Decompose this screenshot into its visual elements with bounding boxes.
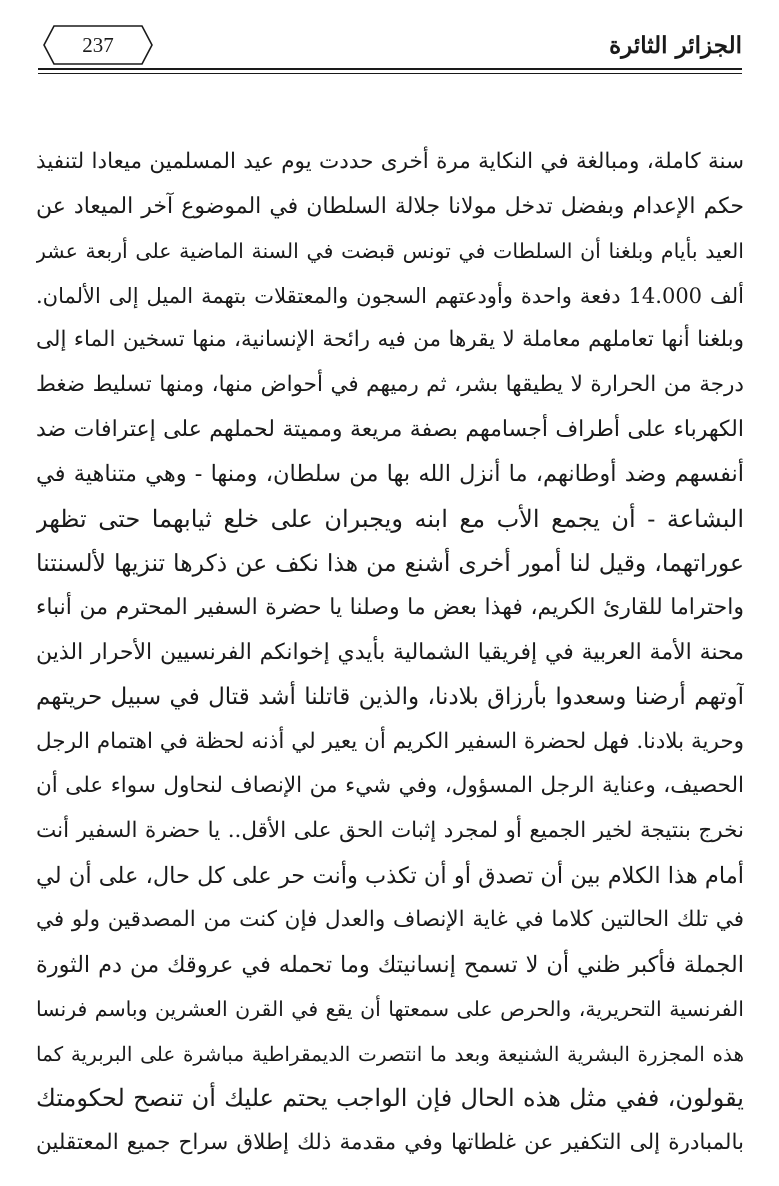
- text-line: حكم الإعدام وبفضل تدخل مولانا جلالة السلطان في الموضوع آخر الميعاد عن: [36, 193, 744, 219]
- text-line: آوتهم أرضنا وسعدوا بأرزاق بلادنا، والذين قاتلنا أشد قتال في سبيل حريتهم: [36, 684, 744, 711]
- text-line: البشاعة - أن يجمع الأب مع ابنه ويجبران على خلع ثيابهما حتى تظهر: [36, 504, 744, 533]
- text-line: الحصيف، وعناية الرجل المسؤول، وفي شيء من الإنصاف لنحاول سواء على أن: [36, 773, 744, 799]
- text-line: الفرنسية التحريرية، والحرص على سمعتها أن يقع في القرن العشرين وباسم فرنسا: [36, 997, 744, 1022]
- text-line: واحتراما للقارئ الكريم، فهذا بعض ما وصلنا يا حضرة السفير المحترم من أنباء: [36, 594, 744, 620]
- header-rule-thin: [38, 73, 742, 74]
- text-line: العيد بأيام وبلغنا أن السلطات في تونس قبضت في السنة الماضية على أربعة عشر: [36, 239, 744, 264]
- running-title: الجزائر الثائرة: [609, 32, 742, 59]
- text-line: نخرج بنتيجة لخير الجميع أو لمجرد إثبات الحق على الأقل.. يا حضرة السفير أنت: [36, 817, 744, 843]
- text-line: الكهرباء على أطراف أجسامهم بصفة مريعة ومميتة لحملهم على إعترافات ضد: [36, 416, 744, 442]
- text-line: يقولون، ففي مثل هذه الحال فإن الواجب يحتم عليك أن تنصح لحكومتك: [36, 1084, 744, 1113]
- text-line: بالمبادرة إلى التكفير عن غلطاتها وفي مقدمة ذلك إطلاق سراح جميع المعتقلين: [36, 1130, 744, 1156]
- text-line: عوراتهما، وقيل لنا أمور أخرى أشنع من هذا نكف عن ذكرها تنزيها لألسنتنا: [36, 549, 744, 578]
- page-number: 237: [82, 33, 114, 57]
- page-header: [38, 22, 742, 68]
- text-line: ألف 14.000 دفعة واحدة وأودعتهم السجون والمعتقلات بتهمة الميل إلى الألمان.: [36, 283, 744, 308]
- text-line: درجة من الحرارة لا يطيقها بشر، ثم رميهم في أحواض منها، ومنها تسليط ضغط: [36, 371, 744, 397]
- text-line: محنة الأمة العربية في إفريقيا الشمالية بأيدي إخوانكم الفرنسيين الأحرار الذين: [36, 639, 744, 665]
- text-line: الجملة فأكبر ظني أن لا تسمح إنسانيتك وما تحمله في عروقك من دم الثورة: [36, 951, 744, 978]
- text-line: سنة كاملة، ومبالغة في النكاية مرة أخرى حددت يوم عيد المسلمين ميعادا لتنفيذ: [36, 149, 744, 174]
- page-number-frame: [42, 24, 154, 66]
- body-text: [36, 140, 744, 1166]
- text-line: هذه المجزرة البشرية الشنيعة وبعد ما انتصرت الديمقراطية مباشرة على البربرية كما: [36, 1041, 744, 1066]
- header-rule-thick: [38, 68, 742, 70]
- text-line: أنفسهم وضد أوطانهم، ما أنزل الله بها من سلطان، ومنها - وهي متناهية في: [36, 461, 744, 488]
- text-line: أمام هذا الكلام بين أن تصدق أو أن تكذب وأنت حر على كل حال، على أن لي: [36, 862, 744, 889]
- text-line: في تلك الحالتين كلاما في غاية الإنصاف والعدل فإن كنت من المصدقين ولو في: [36, 907, 744, 933]
- text-line: وبلغنا أنها تعاملهم معاملة لا يقرها من فيه رائحة الإنسانية، منها تسخين الماء إلى: [36, 327, 744, 353]
- text-line: وحرية بلادنا. فهل لحضرة السفير الكريم أن يعير لي أذنه لحظة في اهتمام الرجل: [36, 728, 744, 754]
